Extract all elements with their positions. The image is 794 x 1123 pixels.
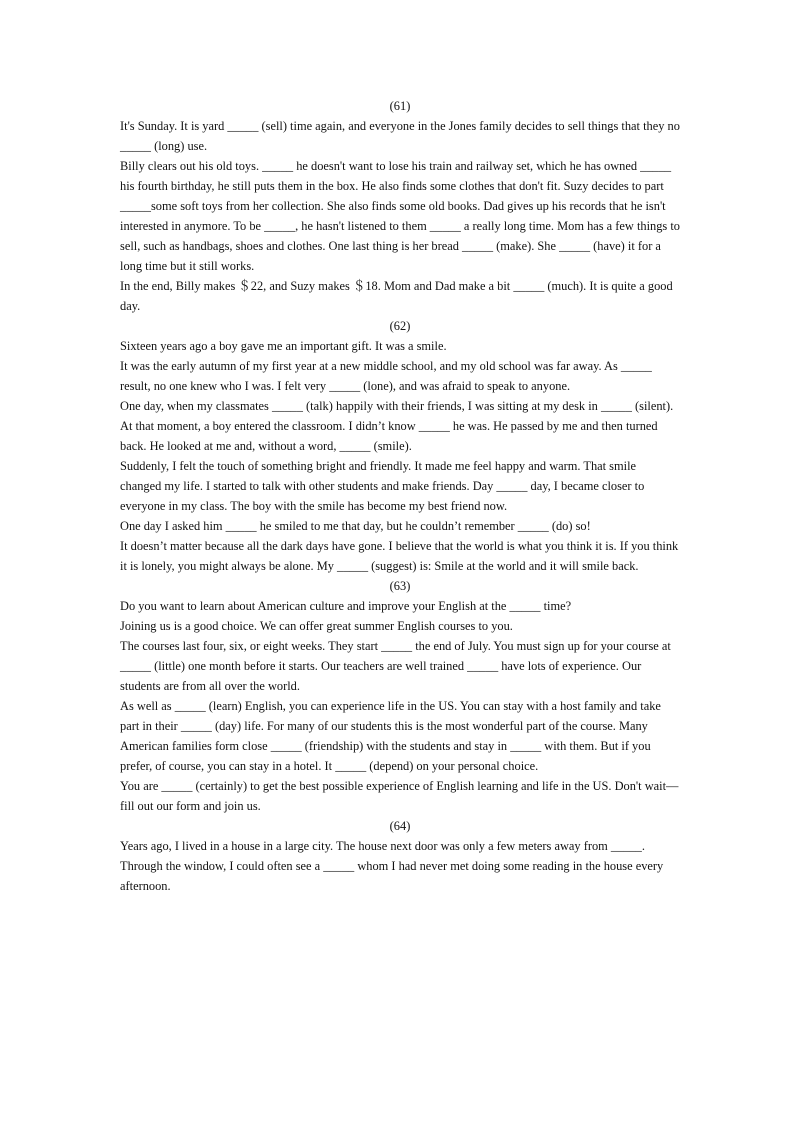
paragraph: Joining us is a good choice. We can offer great summer English courses to you. bbox=[120, 619, 513, 633]
section-63 bbox=[120, 576, 680, 816]
section-62 bbox=[120, 316, 680, 576]
paragraph: Do you want to learn about American culture and improve your English at the _____ time? bbox=[120, 599, 572, 613]
paragraph: It's Sunday. It is yard _____ (sell) time again, and everyone in the Jones family decides to sell things that they no _____ (long) use. bbox=[120, 119, 680, 153]
paragraph: Suddenly, I felt the touch of something bright and friendly. It made me feel happy and warm. That smile changed my life. I started to talk with other students and make friends. Day _____ day, I became closer to everyone in my class. The boy with the smile has become my best friend now. bbox=[120, 459, 645, 513]
paragraph: In the end, Billy makes ＄22, and Suzy makes ＄18. Mom and Dad make a bit _____ (much). It is quite a good day. bbox=[120, 279, 673, 313]
paragraph: It doesn’t matter because all the dark days have gone. I believe that the world is what you think it is. If you think it is lonely, you might always be alone. My _____ (suggest) is: Smile at the world and it will smile back. bbox=[120, 539, 679, 573]
paragraph: One day, when my classmates _____ (talk) happily with their friends, I was sitting at my desk in _____ (silent). At that moment, a boy entered the classroom. I didn’t know _____ he was. He passed by me and then turned back. He looked at me and, without a word, _____ (smile). bbox=[120, 399, 674, 453]
section-number: (64) bbox=[389, 819, 411, 833]
document-page bbox=[120, 96, 680, 896]
paragraph: It was the early autumn of my first year at a new middle school, and my old school was far away. As _____ result, no one knew who I was. I felt very _____ (lone), and was afraid to speak to anyone. bbox=[120, 359, 652, 393]
paragraph: Billy clears out his old toys. _____ he doesn't want to lose his train and railway set, which he has owned _____ his fourth birthday, he still puts them in the box. He also finds some clothes that don't fit. Suzy decides to part _____some soft toys from her collection. She also finds some old books. Dad gives up his records that he isn't interested in anymore. To be _____, he hasn't listened to them _____ a really long time. Mom has a few things to sell, such as handbags, shoes and clothes. One last thing is her bread _____ (make). She _____ (have) it for a long time but it still works. bbox=[120, 159, 680, 273]
paragraph: Years ago, I lived in a house in a large city. The house next door was only a few meters away from _____. Through the window, I could often see a _____ whom I had never met doing some reading in the house every afternoon. bbox=[120, 839, 664, 893]
paragraph: Sixteen years ago a boy gave me an important gift. It was a smile. bbox=[120, 339, 447, 353]
paragraph: As well as _____ (learn) English, you can experience life in the US. You can stay with a host family and take part in their _____ (day) life. For many of our students this is the most wonderful part of the course. Many American families form close _____ (friendship) with the students and stay in _____ with them. But if you prefer, of course, you can stay in a hotel. It _____ (depend) on your personal choice. bbox=[120, 699, 661, 773]
section-64 bbox=[120, 816, 680, 896]
paragraph: One day I asked him _____ he smiled to me that day, but he couldn’t remember _____ (do) so! bbox=[120, 519, 591, 533]
section-number: (61) bbox=[389, 99, 411, 113]
section-number: (62) bbox=[389, 319, 411, 333]
section-61 bbox=[120, 96, 680, 316]
paragraph: You are _____ (certainly) to get the best possible experience of English learning and life in the US. Don't wait—fill out our form and join us. bbox=[120, 779, 679, 813]
section-number: (63) bbox=[389, 579, 411, 593]
paragraph: The courses last four, six, or eight weeks. They start _____ the end of July. You must sign up for your course at _____ (little) one month before it starts. Our teachers are well trained _____ have lots of experience. Our students are from all over the world. bbox=[120, 639, 671, 693]
